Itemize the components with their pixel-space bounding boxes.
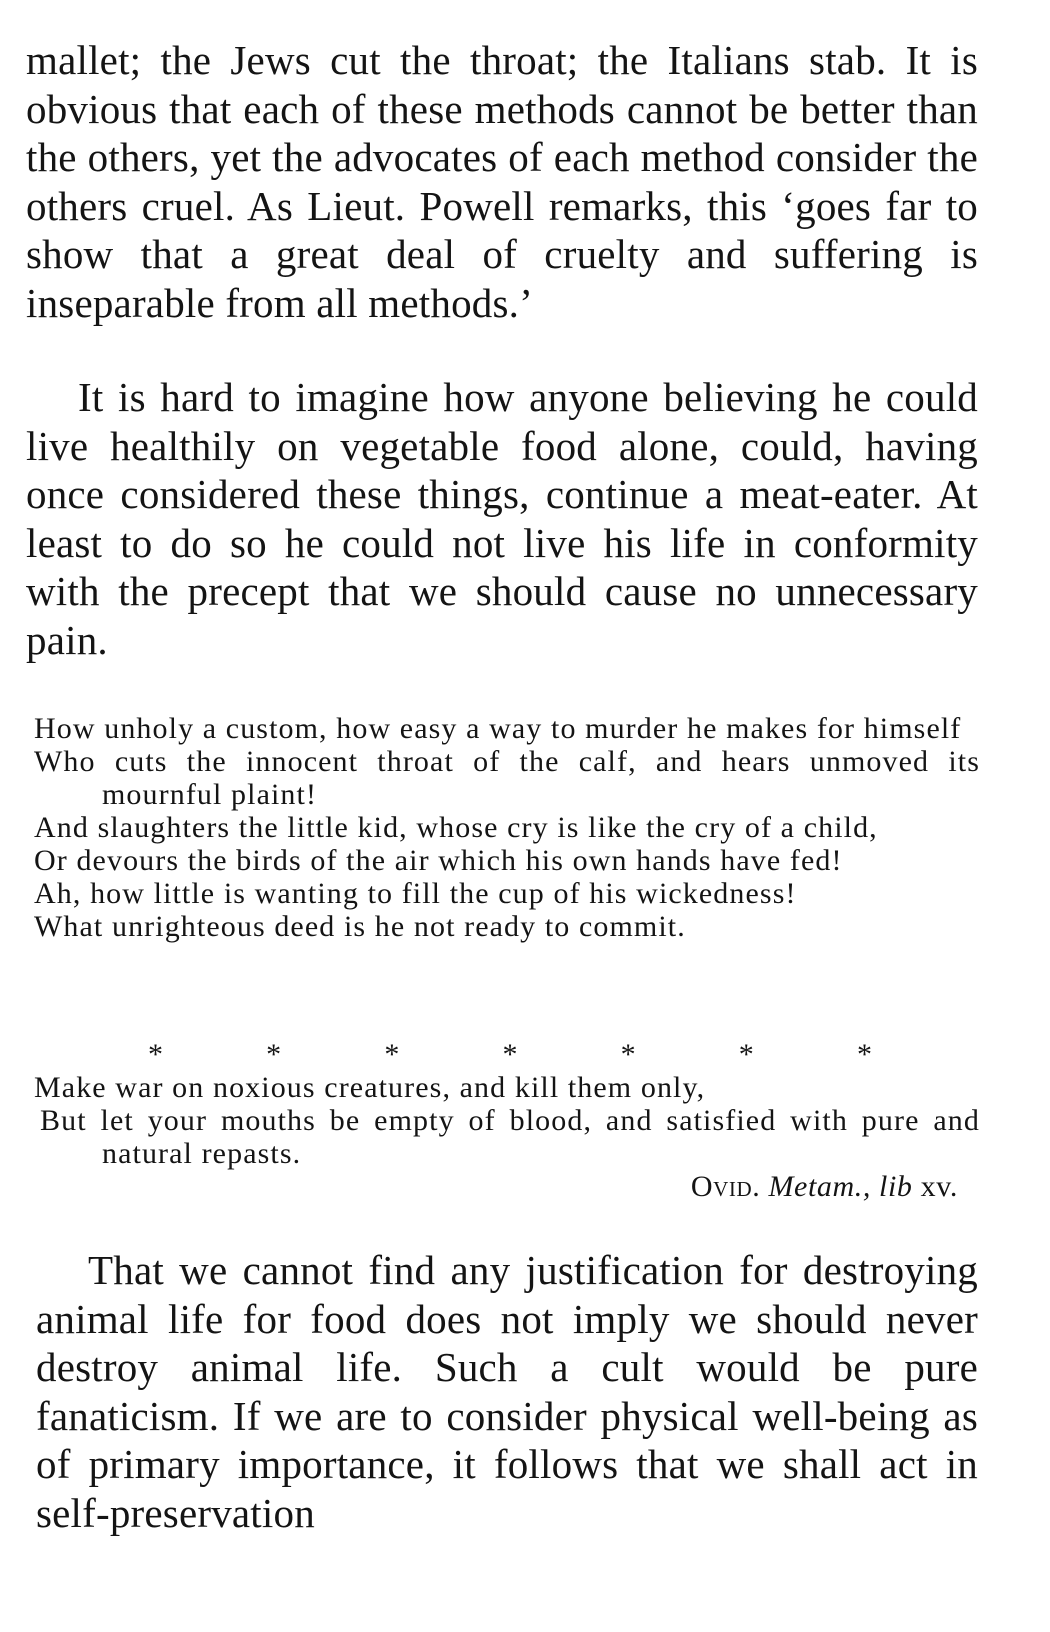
poem-verse-6: What unrighteous deed is he not ready to commit. [34, 910, 686, 943]
asterisk: * [266, 1038, 282, 1071]
asterisk: * [620, 1038, 636, 1071]
paragraph-1: mallet; the Jews cut the throat; the Italians stab. It is obvious that each of these methods cannot be better than the others, yet the advocates of each method consider the others cruel. As Lieut. Powell remarks, this ‘goes far to show that a great deal of cruelty and suffering is inseparable from all methods.’ [26, 37, 978, 326]
asterisk: * [738, 1038, 754, 1071]
poem-verse-3: And slaughters the little kid, whose cry is like the cry of a child, [34, 811, 878, 844]
poem-verse-4: Or devours the birds of the air which his own hands have fed! [34, 844, 843, 877]
attribution-author: Ovid. [690, 1170, 761, 1203]
poem-verse-7: Make war on noxious creatures, and kill them only, [34, 1071, 706, 1104]
section-break-asterisks [148, 1040, 872, 1070]
poem-verse-5: Ah, how little is wanting to fill the cup of his wickedness! [34, 877, 797, 910]
paragraph-3: That we cannot find any justification for destroying animal life for food does not imply we should never destroy animal life. Such a cult would be pure fanaticism. If we are to consider physical well-being as of primary importance, it follows that we shall act in self-preservation [36, 1247, 978, 1536]
asterisk: * [856, 1038, 872, 1071]
attribution-work: Metam., lib [768, 1170, 913, 1203]
attribution-book: xv. [920, 1170, 958, 1203]
poem-quotation [34, 712, 980, 943]
poem-verse-1: How unholy a custom, how easy a way to murder he makes for himself [34, 712, 962, 745]
poem-verse-2: Who cuts the innocent throat of the calf, and hears unmoved its mournful plaint! [34, 745, 980, 811]
poem-verse-8: But let your mouths be empty of blood, and satisfied with pure and natural repasts. [40, 1104, 980, 1170]
asterisk: * [384, 1038, 400, 1071]
asterisk: * [148, 1038, 163, 1071]
paragraph-2: It is hard to imagine how anyone believing he could live healthily on vegetable food alone, could, having once considered these things, continue a meat-eater. At least to do so he could not live his life in conformity with the precept that we should cause no unnecessary pain. [26, 374, 978, 663]
asterisk: * [502, 1038, 518, 1071]
poem-attribution [691, 1170, 958, 1204]
poem-continuation [34, 1071, 980, 1170]
